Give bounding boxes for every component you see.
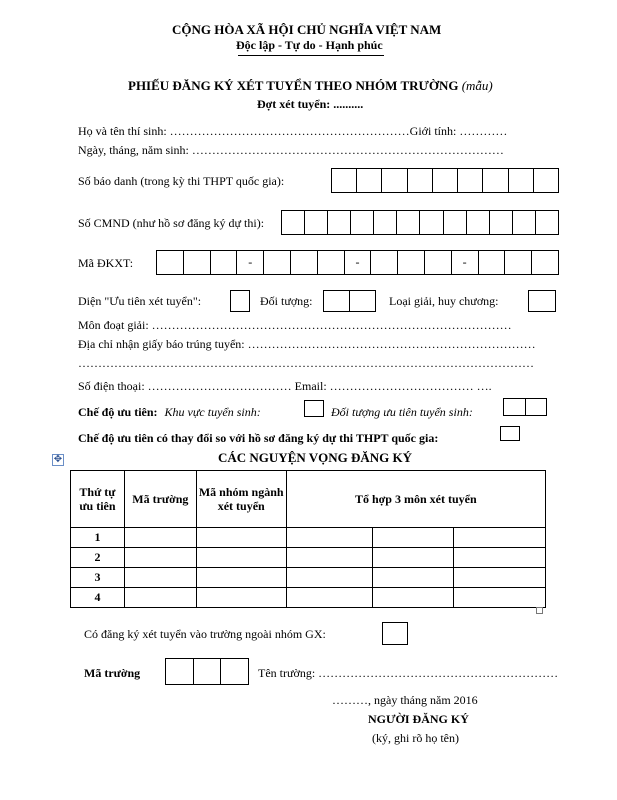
subject-label: Đối tượng: (260, 294, 313, 308)
priority-box[interactable] (230, 290, 250, 312)
award-box[interactable] (528, 290, 556, 312)
phone-line: Số điện thoại: ……………………………… Email: ……………………………… …. (78, 379, 492, 393)
award-label: Loại giải, huy chương: (389, 294, 499, 308)
dob-line: Ngày, tháng, năm sinh: …………………………………………………………………… (78, 143, 504, 157)
cmnd-boxes[interactable] (281, 210, 559, 235)
change-label: Chế độ ưu tiên có thay đổi so với hồ sơ đăng ký dự thi THPT quốc gia: (78, 431, 439, 445)
dkxt-label: Mã ĐKXT: (78, 256, 134, 270)
nation-title: CỘNG HÒA XÃ HỘI CHỦ NGHĨA VIỆT NAM (172, 22, 442, 37)
round-line: Đợt xét tuyển: .......... (257, 97, 364, 111)
table-row: 1 (71, 528, 546, 548)
sign-note: (ký, ghi rõ họ tên) (372, 731, 459, 745)
table-resize-handle[interactable] (536, 607, 543, 614)
table-row: 2 (71, 548, 546, 568)
name-line: Họ và tên thí sinh: ……………………………………………………Giới tính: ………… (78, 124, 508, 138)
sbd-boxes[interactable] (331, 168, 559, 193)
move-icon[interactable]: ✥ (53, 454, 63, 465)
table-row: 4 (71, 588, 546, 608)
form-title: PHIẾU ĐĂNG KÝ XÉT TUYỂN THEO NHÓM TRƯỜNG (mẫu) (128, 78, 493, 93)
sbd-label: Số báo danh (trong kỳ thi THPT quốc gia): (78, 174, 285, 188)
priority-mode-line: Chế độ ưu tiên: Khu vực tuyển sinh: (78, 405, 261, 419)
object-label: Đối tượng ưu tiên tuyển sinh: (331, 405, 473, 419)
date-line: ………, ngày tháng năm 2016 (332, 693, 478, 707)
wishes-title: CÁC NGUYỆN VỌNG ĐĂNG KÝ (218, 450, 413, 465)
motto: Độc lập - Tự do - Hạnh phúc (236, 38, 383, 52)
mon-line: Môn đoạt giải: ……………………………………………………………………………… (78, 318, 512, 332)
address-line-2: …………………………………………………………………………………………………… (78, 356, 534, 370)
priority-label: Diện "Ưu tiên xét tuyển": (78, 294, 202, 308)
signer: NGƯỜI ĐĂNG KÝ (368, 712, 469, 726)
dkxt-boxes[interactable]: - - - (156, 250, 559, 275)
col-priority: Thứ tự ưu tiên (71, 471, 125, 528)
object-boxes[interactable] (503, 398, 547, 416)
wishes-table (70, 470, 546, 608)
outside-label: Có đăng ký xét tuyển vào trường ngoài nhóm GX: (84, 627, 326, 641)
col-school-code: Mã trường (124, 471, 196, 528)
change-box[interactable] (500, 426, 520, 441)
area-box[interactable] (304, 400, 324, 417)
cmnd-label: Số CMND (như hồ sơ đăng ký dự thi): (78, 216, 265, 230)
subject-boxes[interactable] (323, 290, 376, 312)
col-major-group: Mã nhóm ngành xét tuyển (196, 471, 286, 528)
outside-box[interactable] (382, 622, 408, 645)
school-code-boxes[interactable] (165, 658, 249, 685)
address-line: Địa chỉ nhận giấy báo trúng tuyển: ……………………………………………………………… (78, 337, 536, 351)
school-name-line: Tên trường: …………………………………………………… (258, 666, 559, 680)
school-code-label: Mã trường (84, 666, 141, 680)
motto-underline (238, 55, 384, 56)
col-combination: Tổ hợp 3 môn xét tuyển (286, 471, 545, 528)
table-row: 3 (71, 568, 546, 588)
